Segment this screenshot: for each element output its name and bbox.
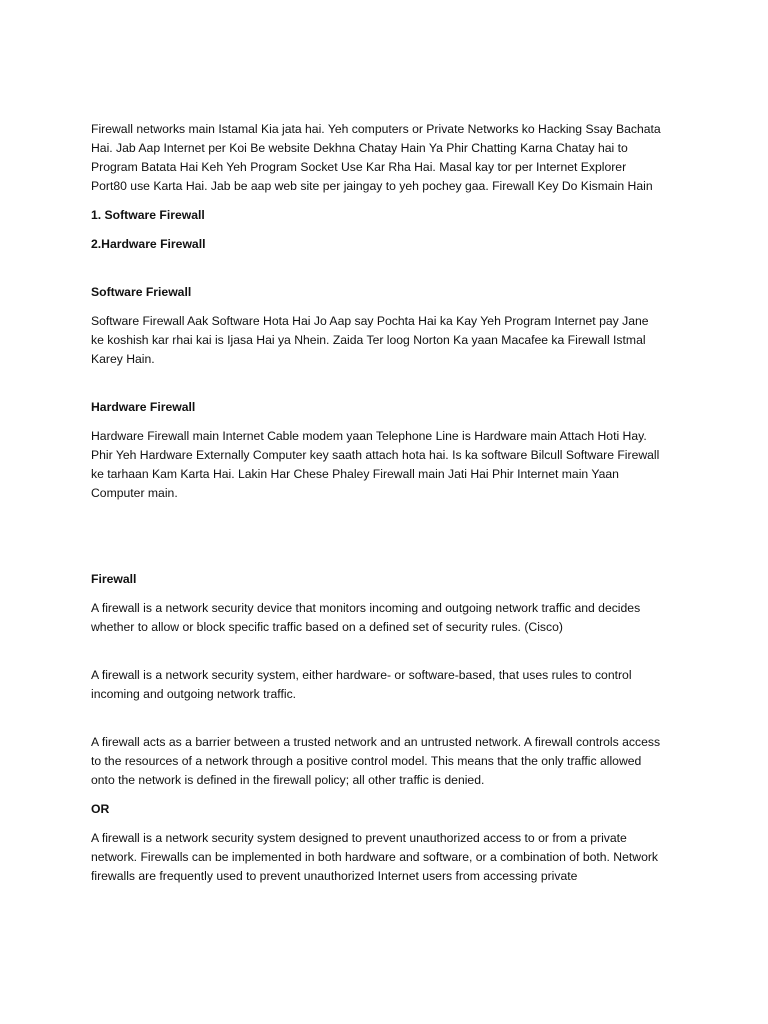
firewall-definition-3: A firewall acts as a barrier between a trusted network and an untrusted network. A firewall controls access to the resources of a network through a positive control model. This means that the only traffic allowed onto the network is defined in the firewall policy; all other traffic is denied. xyxy=(91,735,661,787)
hardware-firewall-heading: Hardware Firewall xyxy=(91,400,196,414)
firewall-definition-4: A firewall is a network security system designed to prevent unauthorized access to or from a private network. Firewalls can be implemented in both hardware and software, or a combination of both. Network firewalls are frequently used to prevent unauthorized Internet users from accessing private xyxy=(91,831,659,883)
list-item-hardware: 2.Hardware Firewall xyxy=(91,237,206,251)
document-body xyxy=(91,120,663,886)
intro-paragraph: Firewall networks main Istamal Kia jata hai. Yeh computers or Private Networks ko Hacking Ssay Bachata Hai. Jab Aap Internet per Koi Be website Dekhna Chatay Hain Ya Phir Chatting Karna Chatay hai to Program Batata Hai Keh Yeh Program Socket Use Kar Rha Hai. Masal kay tor per Internet Explorer Port80 use Karta Hai. Jab be aap web site per jaingay to yeh pochey gaa. Firewall Key Do Kismain Hain xyxy=(91,122,661,193)
firewall-heading: Firewall xyxy=(91,572,137,586)
firewall-definition-2: A firewall is a network security system, either hardware- or software-based, that uses rules to control incoming and outgoing network traffic. xyxy=(91,668,632,701)
software-firewall-paragraph: Software Firewall Aak Software Hota Hai Jo Aap say Pochta Hai ka Kay Yeh Program Internet pay Jane ke koshish kar rhai kai is Ijasa Hai ya Nhein. Zaida Ter loog Norton Ka yaan Macafee ka Firewall Istmal Karey Hain. xyxy=(91,314,649,366)
hardware-firewall-paragraph: Hardware Firewall main Internet Cable modem yaan Telephone Line is Hardware main Attach Hoti Hay. Phir Yeh Hardware Externally Computer key saath attach hota hai. Is ka software Bilcull Software Firewall ke tarhaan Kam Karta Hai. Lakin Har Chese Phaley Firewall main Jati Hai Phir Internet main Yaan Computer main. xyxy=(91,429,660,500)
firewall-definition-1: A firewall is a network security device that monitors incoming and outgoing network traffic and decides whether to allow or block specific traffic based on a defined set of security rules. (Cisco) xyxy=(91,601,641,634)
software-firewall-heading: Software Friewall xyxy=(91,285,192,299)
or-separator: OR xyxy=(91,802,110,816)
list-item-software: 1. Software Firewall xyxy=(91,208,205,222)
